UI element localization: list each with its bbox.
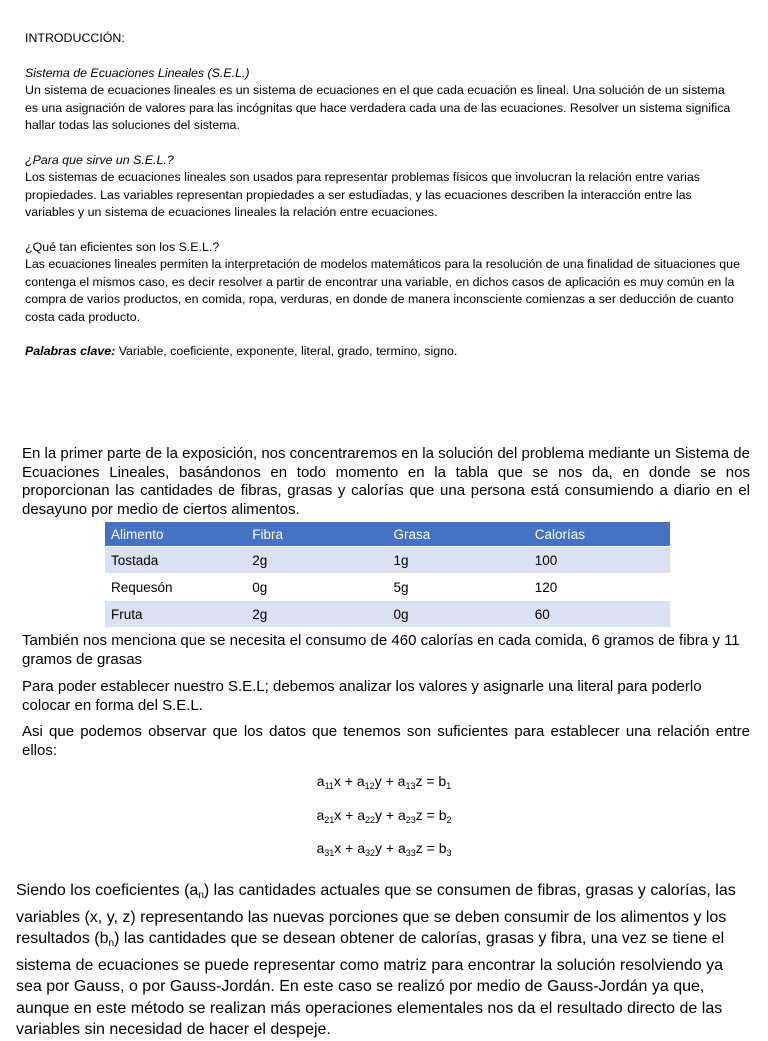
eq1-sub-b: 1 [446, 781, 452, 791]
closing-text-3: ) las cantidades que se desean obtener de calorías, grasas y fibra, una vez se tiene el sistema de ecuaciones se puede representar como matriz para encontrar la solución resolviendo ya sea por Gauss, o por Gauss-Jordán. En este caso se realizó por medio de Gauss-Jordán ya que, aunque en este método se realizan más operaciones elementales nos da el resultado directo de las variables sin necesidad de hacer el despeje. [16, 930, 725, 1038]
eq3-sub-a1: 31 [324, 848, 335, 858]
cell-food: Tostada [105, 547, 246, 574]
cell-fat: 1g [388, 547, 529, 574]
sel-definition: Un sistema de ecuaciones lineales es un sistema de ecuaciones en el que cada ecuación es lineal. Una solución de un sistema es una asignación de valores para las incógnitas que hace verdadera cada una de las ecuaciones. Resolver un sistema significa hallar todas las soluciones del sistema. [25, 83, 731, 132]
closing-paragraph [16, 880, 752, 1041]
eq1-sub-a1: 11 [324, 781, 334, 791]
requirements-paragraph: También nos menciona que se necesita el consumo de 460 calorías en cada comida, 6 gramos de fibra y 11 gramos de grasas [22, 632, 740, 668]
cell-calories: 100 [529, 547, 670, 574]
question-purpose: ¿Para que sirve un S.E.L.? [25, 152, 174, 167]
eq2-sub-a2: 22 [365, 815, 376, 825]
col-header-fiber: Fibra [246, 522, 387, 547]
keywords-label: Palabras clave: [25, 344, 116, 358]
eq3-sub-a2: 32 [365, 848, 376, 858]
table-row [105, 601, 670, 628]
cell-fiber: 2g [246, 547, 387, 574]
eq2-sub-a3: 23 [405, 815, 416, 825]
introduction-section [25, 30, 741, 361]
eq3-sub-b: 3 [446, 848, 452, 858]
cell-fat: 0g [388, 601, 529, 628]
equation-1: $a_{11}x + a_{12}y + a_{13}z = b_1$ [316, 773, 452, 791]
relation-paragraph: Asi que podemos observar que los datos que tenemos son suficientes para establecer una relación entre ellos: [22, 723, 750, 759]
col-header-fat: Grasa [388, 522, 529, 547]
cell-calories: 120 [529, 574, 670, 601]
exposition-paragraph: En la primer parte de la exposición, nos concentraremos en la solución del problema mediante un Sistema de Ecuaciones Lineales, basándonos en todo momento en la tabla que se nos da, en donde se nos proporcionan las cantidades de fibras, grasas y calorías que una persona está consumiendo a diario en el desayuno por medio de ciertos alimentos. [22, 445, 750, 518]
purpose-text: Los sistemas de ecuaciones lineales son usados para representar problemas físicos que involucran la relación entre varias propiedades. Las variables representan propiedades a ser estudiadas, y las ecuaciones describen la interacción entre las variables y un sistema de ecuaciones lineales la relación entre ecuaciones. [25, 170, 700, 219]
cell-food: Requesón [105, 574, 246, 601]
keywords-list: Variable, coeficiente, exponente, literal, grado, termino, signo. [115, 344, 458, 358]
cell-fat: 5g [388, 574, 529, 601]
eq1-sub-a3: 13 [405, 781, 416, 791]
cell-food: Fruta [105, 601, 246, 628]
table-header-row [105, 522, 670, 547]
efficiency-text: Las ecuaciones lineales permiten la interpretación de modelos matemáticos para la resolución de una finalidad de situaciones que contenga el mismos caso, es decir resolver a partir de encontrar una variable, en dichos casos de aplicación es muy común en la compra de varios productos, en comida, ropa, verduras, en donde de manera inconsciente comienzas a ser deducción de cuanto costa cada producto. [25, 257, 740, 324]
cell-fiber: 2g [246, 601, 387, 628]
eq2-sub-b: 2 [446, 815, 452, 825]
sel-title: Sistema de Ecuaciones Lineales (S.E.L.) [25, 65, 250, 80]
closing-sub-bn: n [108, 938, 115, 949]
exposition-intro [22, 445, 750, 519]
closing-text-1: Siendo los coeficientes (a [16, 882, 199, 899]
cell-fiber: 0g [246, 574, 387, 601]
table-row [105, 574, 670, 601]
eq3-sub-a3: 33 [405, 848, 416, 858]
closing-sub-an: n [198, 890, 204, 901]
setup-paragraph: Para poder establecer nuestro S.E.L; debemos analizar los valores y asignarle una literal para poderlo colocar en forma del S.E.L. [22, 678, 702, 714]
table-row [105, 547, 670, 574]
intro-heading: INTRODUCCIÓN: [25, 31, 125, 45]
col-header-calories: Calorías [529, 522, 670, 547]
nutrition-table [105, 522, 670, 627]
eq2-sub-a1: 21 [324, 815, 335, 825]
equation-3: $a_{31}x + a_{32}y + a_{33}z = b_3$ [316, 840, 452, 858]
closing-text-2: ) las cantidades actuales que se consumen de fibras, grasas y calorías, las variables (x, y, z) representando las nuevas porciones que se deben consumir de los alimentos y los resultados (b [16, 882, 736, 947]
keywords-line [25, 343, 741, 361]
cell-calories: 60 [529, 601, 670, 628]
question-efficiency: ¿Qué tan eficientes son los S.E.L.? [25, 239, 220, 254]
eq1-sub-a2: 12 [364, 781, 375, 791]
col-header-food: Alimento [105, 522, 246, 547]
equation-2: $a_{21}x + a_{22}y + a_{23}z = b_2$ [316, 807, 452, 825]
